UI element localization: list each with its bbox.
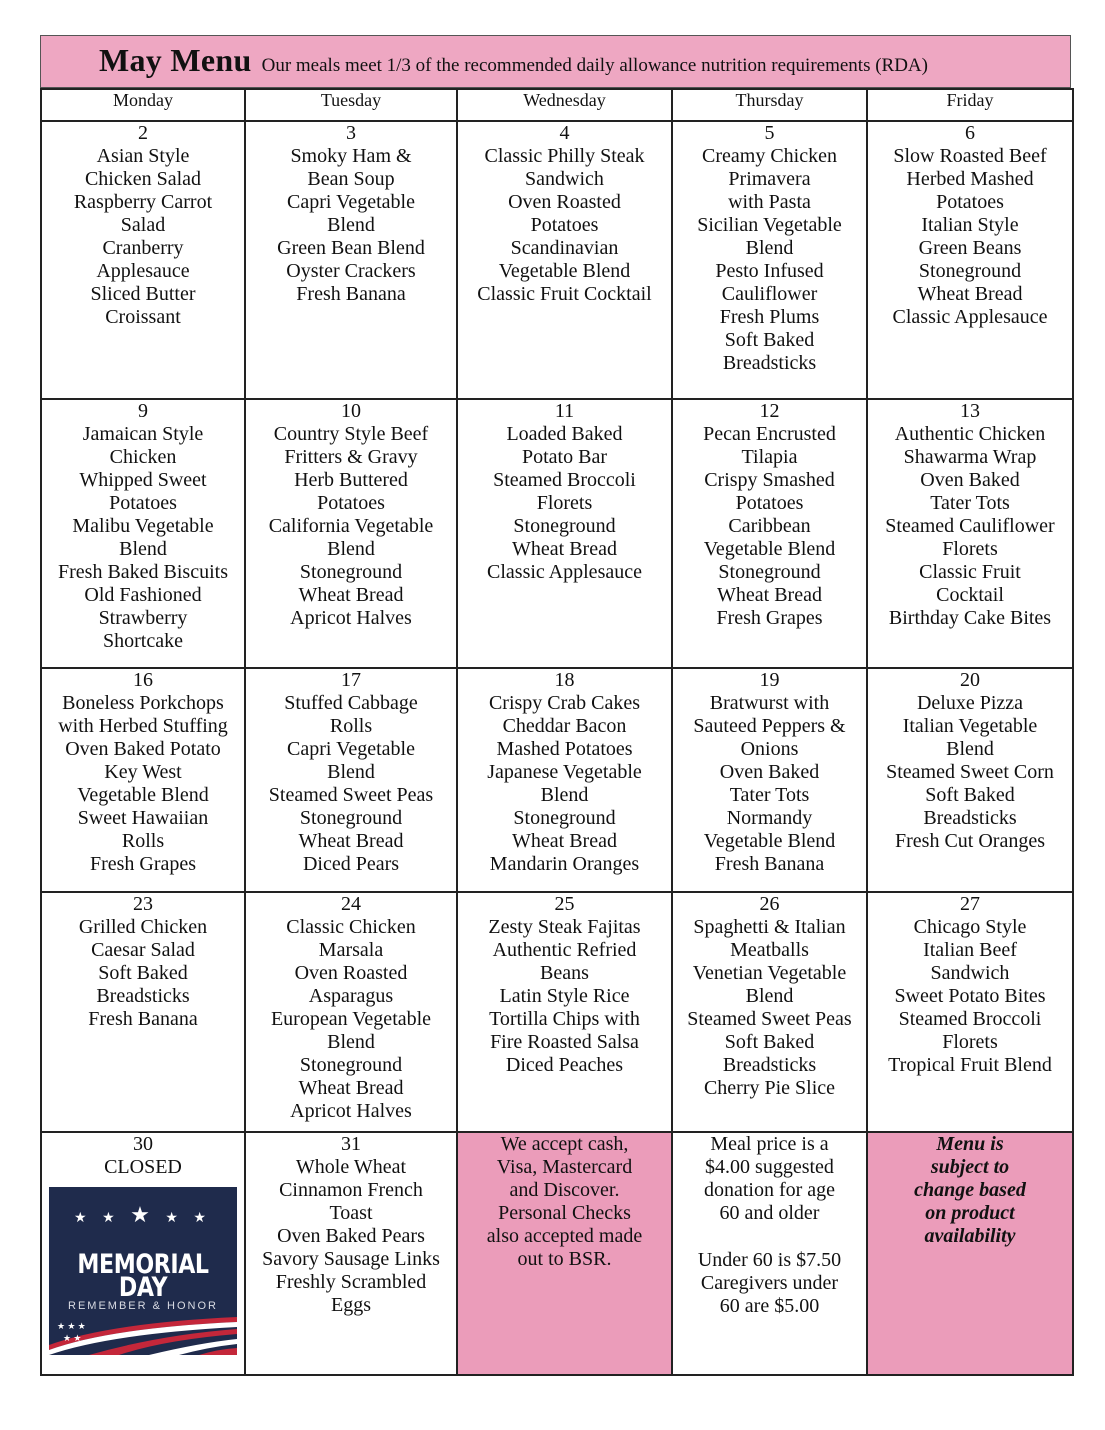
menu-item: Florets [942, 1031, 998, 1053]
menu-item: Zesty Steak Fajitas [488, 916, 641, 938]
day-cell-26 [672, 892, 867, 1132]
menu-item: Sweet Hawaiian [77, 807, 209, 829]
week-row-1 [41, 121, 1073, 399]
menu-item: Old Fashioned [84, 584, 202, 606]
menu-item: Crispy Smashed [704, 469, 835, 491]
menu-item: Wheat Bread [512, 538, 617, 560]
week-row-4 [41, 892, 1073, 1132]
day-cell-17 [245, 668, 457, 892]
page-subtitle: Our meals meet 1/3 of the recommended daily allowance nutrition requirements (RDA) [261, 55, 928, 76]
payment-info-line: Personal Checks [498, 1202, 631, 1224]
day-number: 18 [554, 669, 575, 691]
menu-item: Wheat Bread [298, 584, 404, 606]
menu-item: Fresh Cut Oranges [895, 830, 1045, 852]
menu-item: Birthday Cake Bites [888, 607, 1052, 629]
price-info-under-60 [673, 1249, 866, 1318]
day-number: 17 [341, 669, 361, 691]
menu-item: Steamed Broccoli [898, 1008, 1042, 1030]
menu-item: Steamed Broccoli [493, 469, 636, 491]
menu-item: Sliced Butter [90, 283, 196, 305]
menu-item: Authentic Chicken [894, 423, 1046, 445]
menu-item: Asian Style [96, 145, 190, 167]
day-cell-3 [245, 121, 457, 399]
day-number: 31 [341, 1133, 361, 1155]
day-number: 16 [133, 669, 153, 691]
week-row-last [41, 1132, 1073, 1375]
menu-item: Boneless Porkchops [62, 692, 224, 714]
menu-item: Chicken Salad [84, 168, 202, 190]
menu-item: Wheat Bread [298, 1077, 404, 1099]
menu-item: Potato Bar [522, 446, 607, 468]
menu-item: Mandarin Oranges [489, 853, 640, 875]
menu-item: Oven Baked [920, 469, 1020, 491]
menu-item: Classic Chicken [286, 916, 416, 938]
menu-item: Vegetable Blend [498, 260, 631, 282]
day-cell-31 [245, 1132, 457, 1375]
day-number: 19 [759, 669, 780, 691]
menu-item: Sauteed Peppers & [693, 715, 846, 737]
menu-item: Normandy [726, 807, 813, 829]
menu-item: Italian Vegetable [902, 715, 1038, 737]
closed-label: CLOSED [104, 1156, 182, 1178]
menu-item: Beans [540, 962, 589, 984]
menu-item: Stuffed Cabbage [284, 692, 418, 714]
menu-item: Rolls [329, 715, 373, 737]
menu-item: Herb Buttered [294, 469, 408, 491]
menu-item: with Herbed Stuffing [58, 715, 228, 737]
menu-item: Diced Peaches [505, 1054, 624, 1076]
menu-item: Pesto Infused [715, 260, 824, 282]
menu-item: Tortilla Chips with [489, 1008, 640, 1030]
menu-item: Strawberry [98, 607, 188, 629]
menu-item: Savory Sausage Links [262, 1248, 440, 1270]
menu-item: Vegetable Blend [77, 784, 209, 806]
menu-item: Classic Fruit [919, 561, 1021, 583]
menu-item: Breadsticks [722, 352, 817, 374]
price-info-line: donation for age [703, 1179, 836, 1201]
menu-item: Croissant [105, 306, 181, 328]
menu-item: Stoneground [718, 561, 821, 583]
payment-info [458, 1133, 671, 1271]
day-number: 24 [341, 893, 361, 915]
menu-item: Green Beans [918, 237, 1022, 259]
menu-item: Bratwurst with [709, 692, 830, 714]
menu-item: Sandwich [525, 168, 604, 190]
flag-icon [49, 1315, 237, 1355]
menu-item: Smoky Ham & [290, 145, 412, 167]
menu-item: Whole Wheat [295, 1156, 407, 1178]
menu-item: Soft Baked [724, 1031, 815, 1053]
menu-item: Italian Style [921, 214, 1019, 236]
menu-item: Freshly Scrambled [275, 1271, 427, 1293]
menu-change-line: change based [914, 1179, 1026, 1201]
menu-item: Blend [327, 761, 375, 783]
day-number: 11 [554, 400, 575, 422]
menu-item: Whipped Sweet [79, 469, 207, 491]
menu-item: Creamy Chicken [702, 145, 837, 167]
menu-item: Sicilian Vegetable [697, 214, 842, 236]
menu-change-line: availability [924, 1225, 1016, 1247]
menu-item: Oven Baked Potato [65, 738, 221, 760]
menu-item: Jamaican Style [82, 423, 204, 445]
menu-item: Fresh Plums [719, 306, 820, 328]
menu-item: Cinnamon French [279, 1179, 423, 1201]
menu-item: Slow Roasted Beef [893, 145, 1047, 167]
menu-item: Potatoes [735, 492, 804, 514]
menu-item: Wheat Bread [717, 584, 822, 606]
day-cell-12 [672, 399, 867, 668]
day-cell-23 [41, 892, 245, 1132]
price-info-seniors [673, 1133, 866, 1225]
day-cell-10 [245, 399, 457, 668]
svg-text:★ ★ ★: ★ ★ ★ [57, 1321, 86, 1331]
weekday-header-row [41, 89, 1073, 121]
menu-item: Onions [740, 738, 799, 760]
memorial-day-badge-icon [49, 1187, 237, 1355]
menu-item: Caesar Salad [91, 939, 195, 961]
price-info-line: $4.00 suggested [705, 1156, 834, 1178]
menu-item: Sweet Potato Bites [894, 985, 1046, 1007]
menu-item: Scandinavian [510, 237, 619, 259]
menu-item: Cherry Pie Slice [703, 1077, 836, 1099]
day-number: 5 [764, 122, 775, 144]
menu-item: Cocktail [936, 584, 1004, 606]
day-number: 23 [133, 893, 153, 915]
menu-item: Salad [120, 214, 166, 236]
menu-item: Latin Style Rice [499, 985, 630, 1007]
day-cell-19 [672, 668, 867, 892]
payment-info-cell [457, 1132, 672, 1375]
menu-change-line: subject to [930, 1156, 1010, 1178]
menu-item: Soft Baked [724, 329, 815, 351]
menu-item: Marsala [318, 939, 384, 961]
menu-item: Blend [745, 237, 794, 259]
menu-item: Apricot Halves [290, 1100, 412, 1122]
menu-item: Blend [119, 538, 167, 560]
stars-icon: ★ ★ ★ ★ ★ [74, 1202, 212, 1227]
menu-item: Fresh Banana [714, 853, 825, 875]
day-number: 13 [960, 400, 980, 422]
day-cell-6 [867, 121, 1073, 399]
day-cell-9 [41, 399, 245, 668]
day-cell-16 [41, 668, 245, 892]
menu-item: Sandwich [930, 962, 1010, 984]
menu-item: Asparagus [308, 985, 394, 1007]
menu-item: Tater Tots [729, 784, 810, 806]
svg-text:★ ★: ★ ★ [63, 1333, 82, 1343]
menu-item: Venetian Vegetable [692, 962, 847, 984]
weekday-friday: Friday [867, 89, 1073, 121]
menu-item: Blend [327, 214, 375, 236]
menu-item: Cheddar Bacon [502, 715, 627, 737]
menu-item: Breadsticks [722, 1054, 817, 1076]
menu-item: Cranberry [102, 237, 184, 259]
menu-item: Malibu Vegetable [72, 515, 214, 537]
menu-item: Tilapia [741, 446, 798, 468]
day-cell-4 [457, 121, 672, 399]
day-cell-13 [867, 399, 1073, 668]
menu-item: Blend [327, 1031, 375, 1053]
menu-item: Fresh Banana [88, 1008, 198, 1030]
menu-item: Pecan Encrusted [703, 423, 836, 445]
payment-info-line: and Discover. [509, 1179, 620, 1201]
weekday-wednesday: Wednesday [457, 89, 672, 121]
menu-item: Toast [329, 1202, 373, 1224]
menu-item: Green Bean Blend [277, 237, 425, 259]
menu-item: Fresh Grapes [716, 607, 823, 629]
payment-info-line: We accept cash, [500, 1133, 629, 1155]
menu-item: Shawarma Wrap [903, 446, 1037, 468]
menu-item: Stoneground [299, 807, 403, 829]
menu-item: Oven Roasted [508, 191, 621, 213]
menu-item: Blend [327, 538, 375, 560]
day-cell-20 [867, 668, 1073, 892]
menu-item: Stoneground [513, 807, 616, 829]
price-info-line: 60 and older [719, 1202, 820, 1224]
menu-item: Chicken [109, 446, 177, 468]
menu-item: Blend [946, 738, 994, 760]
menu-item: Oven Roasted [294, 962, 408, 984]
menu-item: Blend [540, 784, 589, 806]
day-number: 2 [138, 122, 148, 144]
day-number: 6 [965, 122, 975, 144]
menu-calendar [40, 88, 1074, 1376]
menu-item: Wheat Bread [298, 830, 404, 852]
menu-item: Cauliflower [721, 283, 818, 305]
menu-item: Bean Soup [307, 168, 395, 190]
menu-item: European Vegetable [270, 1008, 432, 1030]
menu-item: Potatoes [109, 492, 177, 514]
page-title: May Menu [99, 42, 252, 78]
menu-item: Potatoes [317, 492, 385, 514]
menu-item: Classic Applesauce [892, 306, 1048, 328]
menu-change-line: Menu is [936, 1133, 1004, 1155]
menu-item: Chicago Style [913, 916, 1027, 938]
menu-item: Raspberry Carrot [73, 191, 213, 213]
day-number: 26 [759, 893, 780, 915]
menu-header [40, 35, 1071, 88]
menu-item: Tropical Fruit Blend [888, 1054, 1052, 1076]
menu-change-notice [868, 1133, 1072, 1248]
menu-item: Stoneground [299, 1054, 403, 1076]
day-cell-11 [457, 399, 672, 668]
day-number: 20 [960, 669, 980, 691]
day-cell-18 [457, 668, 672, 892]
price-info-line: Meal price is a [710, 1133, 829, 1155]
day-cell-5 [672, 121, 867, 399]
menu-item: Key West [104, 761, 182, 783]
menu-item: Crispy Crab Cakes [488, 692, 641, 714]
price-info-cell [672, 1132, 867, 1375]
menu-item: Country Style Beef [273, 423, 429, 445]
menu-item: Potatoes [936, 191, 1004, 213]
menu-item: Japanese Vegetable [487, 761, 642, 783]
payment-info-line: Visa, Mastercard [496, 1156, 633, 1178]
menu-item: Fresh Banana [296, 283, 406, 305]
payment-info-line: also accepted made [486, 1225, 643, 1247]
menu-item: Grilled Chicken [78, 916, 208, 938]
menu-item: Spaghetti & Italian [693, 916, 846, 938]
menu-change-notice-cell [867, 1132, 1073, 1375]
menu-item: Fresh Baked Biscuits [58, 561, 228, 583]
menu-item: Vegetable Blend [703, 538, 836, 560]
menu-item: Oyster Crackers [286, 260, 416, 282]
menu-item: Vegetable Blend [703, 830, 836, 852]
menu-item: Breadsticks [96, 985, 190, 1007]
menu-item: Fire Roasted Salsa [490, 1031, 639, 1053]
menu-item: Eggs [331, 1294, 371, 1316]
menu-item: Stoneground [513, 515, 616, 537]
memorial-day-title: MEMORIAL DAY [77, 1249, 209, 1303]
menu-item: with Pasta [728, 191, 811, 213]
menu-item: Florets [536, 492, 593, 514]
menu-item: Authentic Refried [492, 939, 637, 961]
day-number: 10 [341, 400, 361, 422]
menu-item: California Vegetable [268, 515, 434, 537]
menu-item: Herbed Mashed [906, 168, 1034, 190]
weekday-thursday: Thursday [672, 89, 867, 121]
menu-item: Capri Vegetable [287, 191, 415, 213]
day-number: 27 [960, 893, 980, 915]
menu-item: Steamed Cauliflower [885, 515, 1055, 537]
menu-item: Steamed Sweet Peas [268, 784, 434, 806]
day-number: 3 [346, 122, 356, 144]
day-number: 30 [133, 1133, 153, 1155]
day-number: 12 [759, 400, 780, 422]
week-row-3 [41, 668, 1073, 892]
menu-item: Mashed Potatoes [496, 738, 633, 760]
menu-item: Steamed Sweet Corn [886, 761, 1054, 783]
menu-item: Florets [942, 538, 998, 560]
price-info-line: Caregivers under [700, 1272, 839, 1294]
menu-item: Applesauce [96, 260, 190, 282]
day-number: 9 [138, 400, 148, 422]
weekday-tuesday: Tuesday [245, 89, 457, 121]
menu-item: Classic Applesauce [487, 561, 642, 583]
price-info-line: 60 are $5.00 [719, 1295, 820, 1317]
menu-item: Deluxe Pizza [916, 692, 1024, 714]
weekday-monday: Monday [41, 89, 245, 121]
day-cell-2 [41, 121, 245, 399]
menu-item: Blend [745, 985, 794, 1007]
day-cell-30 [41, 1132, 245, 1375]
menu-item: Rolls [121, 830, 165, 852]
day-cell-25 [457, 892, 672, 1132]
day-number: 25 [554, 893, 575, 915]
menu-item: Potatoes [530, 214, 599, 236]
menu-item: Shortcake [103, 630, 183, 652]
menu-item: Oven Baked [719, 761, 820, 783]
menu-item: Soft Baked [925, 784, 1015, 806]
menu-item: Apricot Halves [290, 607, 412, 629]
memorial-day-subtitle: REMEMBER & HONOR [68, 1300, 218, 1312]
menu-item: Primavera [728, 168, 811, 190]
menu-item: Classic Fruit Cocktail [477, 283, 652, 305]
menu-item: Meatballs [730, 939, 809, 961]
menu-item: Stoneground [918, 260, 1022, 282]
menu-item: Loaded Baked [506, 423, 623, 445]
menu-item: Stoneground [299, 561, 403, 583]
menu-item: Capri Vegetable [287, 738, 415, 760]
menu-item: Breadsticks [923, 807, 1017, 829]
menu-item: Italian Beef [923, 939, 1017, 961]
day-cell-24 [245, 892, 457, 1132]
payment-info-line: out to BSR. [517, 1248, 612, 1270]
day-cell-27 [867, 892, 1073, 1132]
price-info-line: Under 60 is $7.50 [697, 1249, 842, 1271]
day-number: 4 [559, 122, 570, 144]
menu-item: Wheat Bread [512, 830, 617, 852]
menu-item: Fritters & Gravy [284, 446, 418, 468]
menu-item: Soft Baked [98, 962, 188, 984]
menu-change-line: on product [925, 1202, 1015, 1224]
menu-item: Tater Tots [930, 492, 1010, 514]
menu-item: Wheat Bread [917, 283, 1023, 305]
menu-item: Oven Baked Pears [277, 1225, 425, 1247]
menu-item: Steamed Sweet Peas [687, 1008, 852, 1030]
menu-item: Diced Pears [302, 853, 400, 875]
menu-item: Fresh Grapes [89, 853, 197, 875]
menu-item: Classic Philly Steak [484, 145, 645, 167]
week-row-2 [41, 399, 1073, 668]
menu-item: Caribbean [728, 515, 811, 537]
menu-items [246, 1156, 456, 1317]
